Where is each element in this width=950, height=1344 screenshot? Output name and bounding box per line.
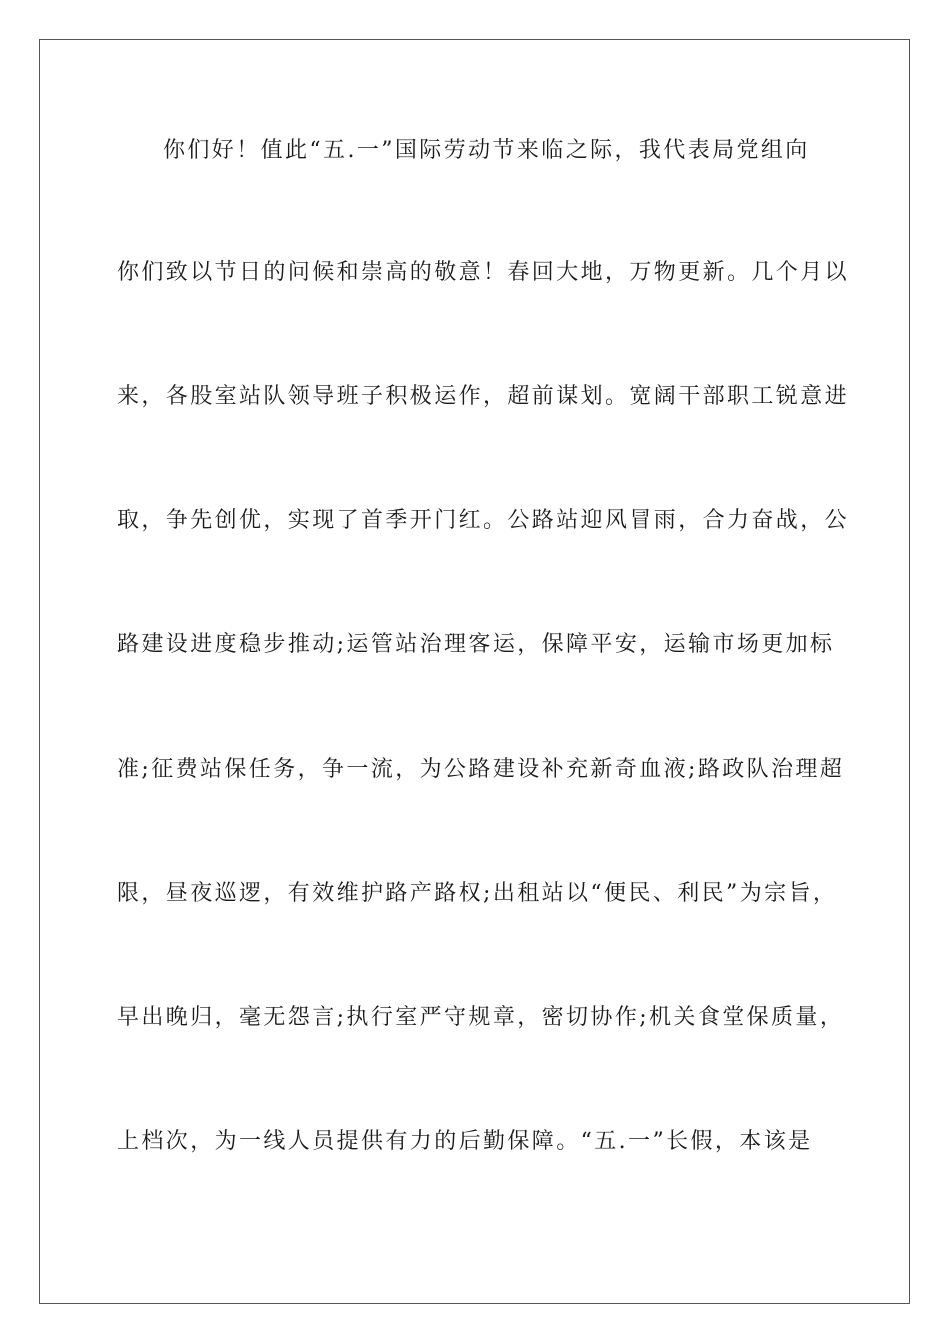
- paragraph-line: 准;征费站保任务，争一流，为公路建设补充新奇血液;路政队治理超: [117, 757, 845, 782]
- paragraph-line: 取，争先创优，实现了首季开门红。公路站迎风冒雨，合力奋战，公: [117, 508, 850, 533]
- paragraph-line: 你们致以节日的问候和崇高的敬意！春回大地，万物更新。几个月以: [117, 260, 850, 285]
- paragraph-line: 路建设进度稳步推动;运管站治理客运，保障平安，运输市场更加标: [117, 632, 835, 657]
- paragraph-line: 早出晚归，毫无怨言;执行室严守规章，密切协作;机关食堂保质量，: [117, 1005, 845, 1030]
- paragraph-line: 限，昼夜巡逻，有效维护路产路权;出租站以“便民、利民”为宗旨，: [117, 881, 838, 906]
- paragraph-line: 来，各股室站队领导班子积极运作，超前谋划。宽阔干部职工锐意进: [117, 384, 850, 409]
- paragraph-line: 上档次，为一线人员提供有力的后勤保障。“五.一”长假，本该是: [117, 1129, 813, 1154]
- paragraph-line: 你们好！值此“五.一”国际劳动节来临之际，我代表局党组向: [163, 138, 810, 163]
- page-border: [39, 39, 910, 1304]
